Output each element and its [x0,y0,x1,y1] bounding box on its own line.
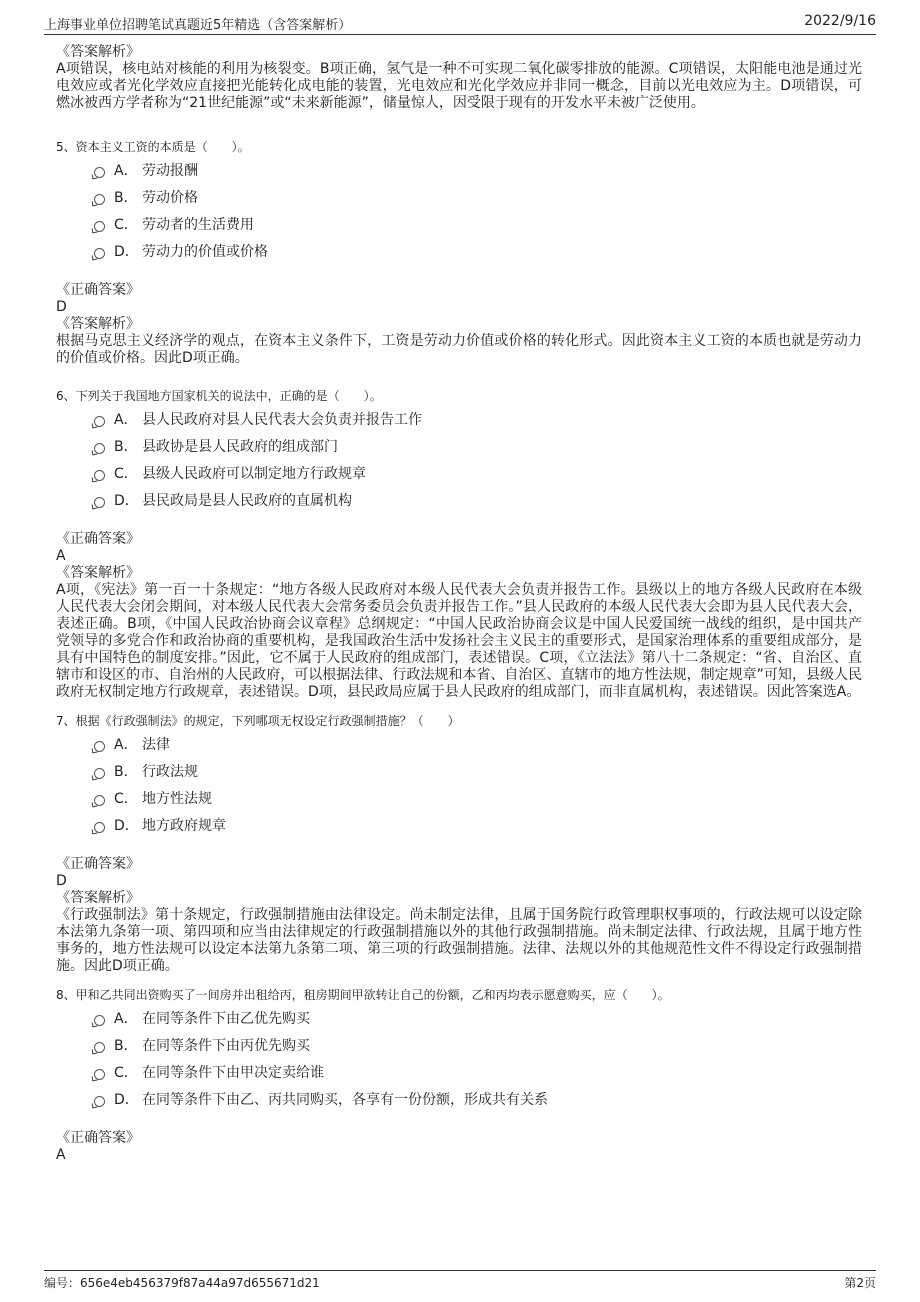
option-c[interactable]: C． 在同等条件下由甲决定卖给谁 [94,1062,862,1089]
page-footer [44,1270,876,1293]
correct-answer: A [56,1147,66,1163]
page-number: 第2页 [844,1276,876,1290]
correct-answer: A [56,548,66,564]
analysis-text: 《行政强制法》第十条规定，行政强制措施由法律设定。尚未制定法律，且属于国务院行政管理职权事项的，行政法规可以设定除本法第九条第一项、第四项和应当由法律规定的行政强制措施以外的其他行政强制措施。尚未制定法律、行政法规，且属于地方性事务的，地方性法规可以设定本法第九条第二项、第三项的行政强制措施。法律、法规以外的其他规范性文件不得设定行政强制措施。因此D项正确。 [56,907,862,974]
radio-icon[interactable] [94,497,105,508]
radio-icon[interactable] [94,221,105,232]
analysis-text: 根据马克思主义经济学的观点，在资本主义条件下，工资是劳动力价值或价格的转化形式。因此资本主义工资的本质也就是劳动力的价值或价格。因此D项正确。 [56,333,862,366]
correct-answer: D [56,873,67,889]
radio-icon[interactable] [94,248,105,259]
document-date: 2022/9/16 [804,13,876,29]
radio-icon[interactable] [94,167,105,178]
document-body [56,44,862,1164]
radio-icon[interactable] [94,443,105,454]
analysis-text: A项错误，核电站对核能的利用为核裂变。B项正确，氢气是一种不可实现二氧化碳零排放的能源。C项错误，太阳能电池是通过光电效应或者光化学效应直接把光能转化成电能的装置，光电效应和光化学效应并非同一概念，目前以光电效应为主。D项错误，可燃冰被西方学者称为“21世纪能源”或“未来新能源”，储量惊人，因受限于现有的开发水平未被广泛使用。 [56,61,862,111]
option-b[interactable]: B． 劳动价格 [94,187,862,214]
option-a[interactable]: A． 法律 [94,734,862,761]
option-c[interactable]: C． 劳动者的生活费用 [94,214,862,241]
option-list [56,1008,862,1116]
question-text: 6、下列关于我国地方国家机关的说法中，正确的是（ ）。 [56,389,382,403]
option-d[interactable]: D． 地方政府规章 [94,815,862,842]
option-d[interactable]: D． 劳动力的价值或价格 [94,241,862,268]
analysis-text: A项，《宪法》第一百一十条规定：“地方各级人民政府对本级人民代表大会负责并报告工作。县级以上的地方各级人民政府在本级人民代表大会闭会期间，对本级人民代表大会常务委员会负责并报告工作。”县人民政府的本级人民代表大会即为县人民代表大会，表述正确。B项，《中国人民政治协商会议章程》总纲规定：“中国人民政治协商会议是中国人民爱国统一战线的组织，是中国共产党领导的多党合作和政治协商的重要机构，是我国政治生活中发扬社会主义民主的重要形式，是国家治理体系的重要组成部分，是具有中国特色的制度安排。”因此，它不属于人民政府的组成部门，表述错误。C项，《立法法》第八十二条规定：“省、自治区、直辖市和设区的市、自治州的人民政府，可以根据法律、行政法规和本省、自治区、直辖市的地方性法规，制定规章”可知，县级人民政府无权制定地方行政规章，表述错误。D项，县民政局应属于县人民政府的组成部门，而非直属机构，表述错误。因此答案选A。 [56,582,862,700]
analysis-label: 《答案解析》 [56,565,140,581]
document-code: 编号：656e4eb456379f87a44a97d655671d21 [44,1276,320,1290]
correct-answer-label: 《正确答案》 [56,856,140,872]
question-text: 5、资本主义工资的本质是（ ）。 [56,140,250,154]
option-d[interactable]: D． 县民政局是县人民政府的直属机构 [94,490,862,517]
radio-icon[interactable] [94,194,105,205]
option-c[interactable]: C． 县级人民政府可以制定地方行政规章 [94,463,862,490]
radio-icon[interactable] [94,1015,105,1026]
option-d[interactable]: D． 在同等条件下由乙、丙共同购买，各享有一份份额，形成共有关系 [94,1089,862,1116]
correct-answer-label: 《正确答案》 [56,282,140,298]
option-a[interactable]: A． 在同等条件下由乙优先购买 [94,1008,862,1035]
correct-answer-label: 《正确答案》 [56,1130,140,1146]
correct-answer: D [56,299,67,315]
correct-answer-label: 《正确答案》 [56,531,140,547]
option-list [56,734,862,842]
option-list [56,409,862,517]
option-a[interactable]: A． 劳动报酬 [94,160,862,187]
question-text: 8、甲和乙共同出资购买了一间房并出租给丙，租房期间甲欲转让自己的份额，乙和丙均表示愿意购买，应（ ）。 [56,988,670,1002]
page-header [44,12,876,35]
analysis-label: 《答案解析》 [56,890,140,906]
option-c[interactable]: C． 地方性法规 [94,788,862,815]
radio-icon[interactable] [94,1069,105,1080]
option-a[interactable]: A． 县人民政府对县人民代表大会负责并报告工作 [94,409,862,436]
radio-icon[interactable] [94,470,105,481]
radio-icon[interactable] [94,1096,105,1107]
radio-icon[interactable] [94,741,105,752]
radio-icon[interactable] [94,1042,105,1053]
option-b[interactable]: B． 行政法规 [94,761,862,788]
radio-icon[interactable] [94,768,105,779]
analysis-label: 《答案解析》 [56,316,140,332]
option-list [56,160,862,268]
option-b[interactable]: B． 县政协是县人民政府的组成部门 [94,436,862,463]
analysis-label: 《答案解析》 [56,44,140,60]
document-title: 上海事业单位招聘笔试真题近5年精选（含答案解析） [44,18,352,33]
question-text: 7、根据《行政强制法》的规定，下列哪项无权设定行政强制措施？（ ） [56,714,460,728]
option-b[interactable]: B． 在同等条件下由丙优先购买 [94,1035,862,1062]
radio-icon[interactable] [94,795,105,806]
radio-icon[interactable] [94,822,105,833]
radio-icon[interactable] [94,416,105,427]
